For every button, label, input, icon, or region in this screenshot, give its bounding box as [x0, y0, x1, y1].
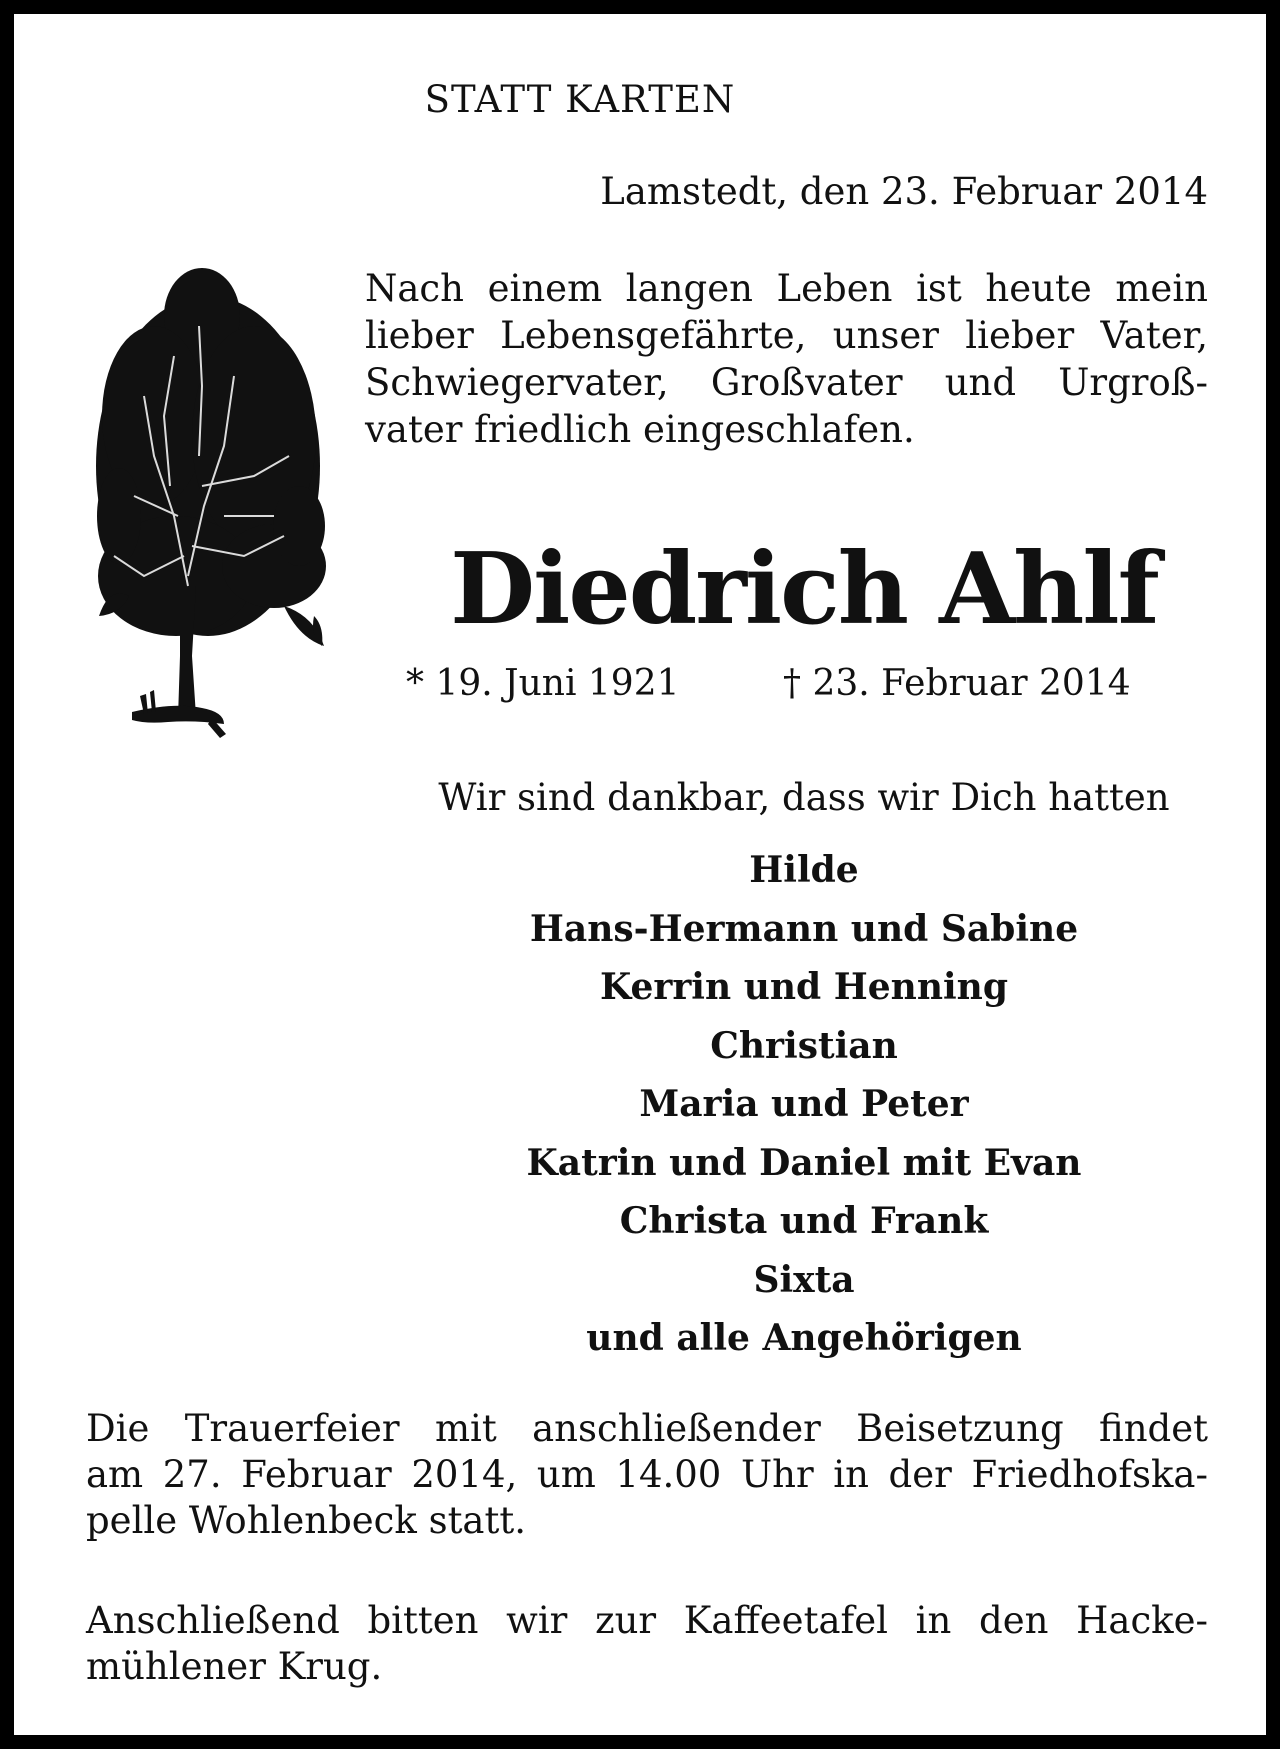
death-date: † 23. Februar 2014 — [783, 663, 1131, 704]
birth-date: * 19. Juni 1921 — [406, 663, 680, 704]
mourner-name: und alle Angehörigen — [586, 1317, 1022, 1359]
mourner-name: Hilde — [749, 849, 859, 891]
service-line: am 27. Februar 2014, um 14.00 Uhr in der Friedhofska- — [86, 1453, 1208, 1496]
thanks-line: Wir sind dankbar, dass wir Dich hatten — [438, 776, 1170, 819]
service-paragraph — [86, 1406, 1208, 1544]
place-date-line: Lamstedt, den 23. Februar 2014 — [600, 170, 1208, 213]
mourner-name: Maria und Peter — [639, 1083, 969, 1125]
mourner-name: Christa und Frank — [619, 1200, 989, 1242]
coffee-line: mühlener Krug. — [86, 1645, 383, 1688]
mourners-list — [334, 846, 1274, 1373]
intro-paragraph — [365, 265, 1208, 453]
tree-icon — [84, 256, 344, 746]
statt-karten-heading: STATT KARTEN — [424, 78, 736, 121]
obituary-card — [14, 14, 1266, 1735]
mourner-name: Katrin und Daniel mit Evan — [526, 1141, 1082, 1184]
coffee-paragraph — [86, 1598, 1208, 1690]
intro-line: vater friedlich eingeschlafen. — [365, 408, 915, 451]
mourner-name: Hans-Hermann und Sabine — [529, 907, 1079, 950]
intro-line: Schwiegervater, Großvater und Urgroß- — [365, 361, 1208, 404]
coffee-line: Anschließend bitten wir zur Kaffeetafel in den Hacke- — [86, 1599, 1208, 1642]
deceased-name: Diedrich Ahlf — [450, 532, 1158, 647]
mourner-name: Sixta — [753, 1258, 855, 1301]
service-line: pelle Wohlenbeck statt. — [86, 1499, 526, 1542]
mourner-name: Kerrin und Henning — [599, 966, 1009, 1008]
intro-line: Nach einem langen Leben ist heute mein — [365, 267, 1208, 310]
mourner-name: Christian — [710, 1024, 898, 1067]
service-line: Die Trauerfeier mit anschließender Beisetzung findet — [86, 1407, 1208, 1450]
intro-line: lieber Lebensgefährte, unser lieber Vater, — [365, 314, 1208, 357]
